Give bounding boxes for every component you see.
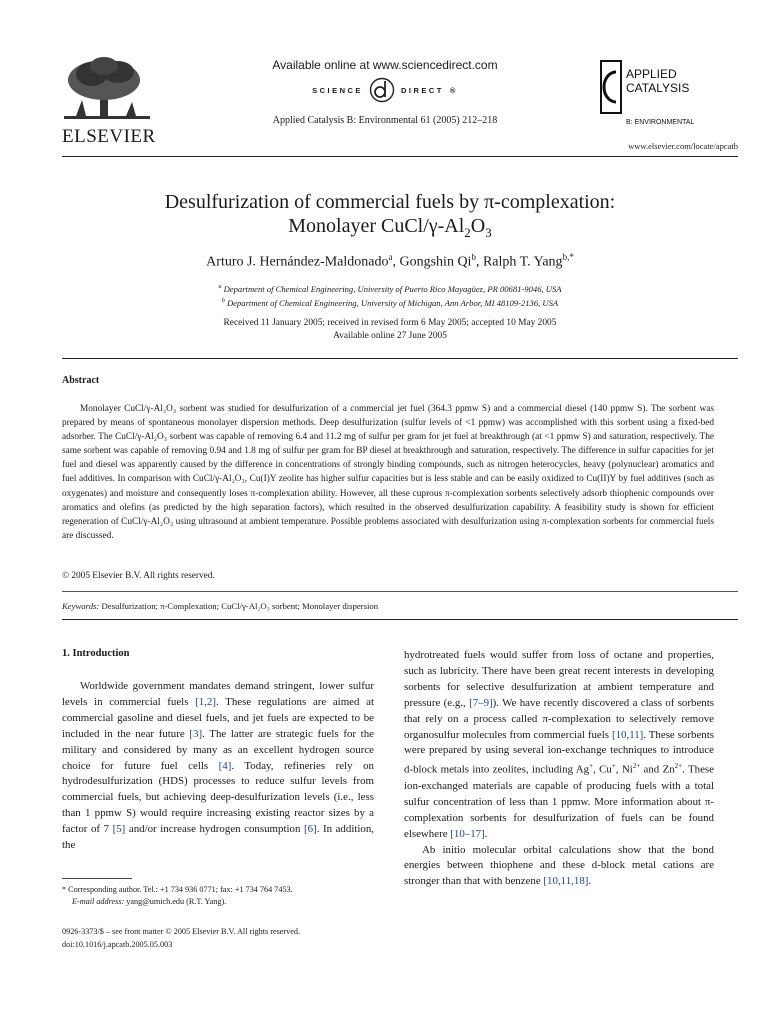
author-3[interactable]: Ralph T. Yang xyxy=(482,254,563,270)
citation-link[interactable]: [4] xyxy=(218,759,232,772)
title-line2: Monolayer CuCl/$\gamma-Al_2O_3$ xyxy=(288,215,492,240)
keywords xyxy=(62,601,378,611)
center-header xyxy=(230,58,540,126)
apcat-line2: CATALYSIS xyxy=(626,81,690,95)
right-column-text xyxy=(404,648,714,890)
affiliation-b: $^b$ Department of Chemical Engineering, University of Michigan, Ann Arbor, MI 48109-2136, USA xyxy=(221,297,559,308)
left-column-text: Worldwide government mandates demand stringent, lower sulfur levels in commercial fuels [1,2]. These regulations are aimed at commercial gasoline and diesel fuels, and jet fuels are expected to be included in the near future [3]. The latter are strategic fuels for the military and considered by many as an excellent hydrogen source choice for future fuel cells [4]. Today, refineries rely on hydrodesulfurization (HDS) processes to reduce sulfur levels from commercial fuels, but achieving deep-desulfurization levels (i.e., less than 1 ppmw S) would require increasing existing reactor sizes by a factor of 7 [5] and/or increase hydrogen consumption [6]. In addition, the xyxy=(62,680,375,852)
available-date: Available online 27 June 2005 xyxy=(333,330,447,341)
elsevier-logo xyxy=(62,56,156,148)
citation-link[interactable]: [1,2] xyxy=(195,695,216,708)
apcat-line1: APPLIED xyxy=(626,67,677,81)
sd-right: DIRECT xyxy=(400,85,444,95)
author-2[interactable]: Gongshin Qi xyxy=(399,254,472,270)
applied-catalysis-logo xyxy=(600,60,720,126)
journal-url[interactable]: www.elsevier.com/locate/apcatb xyxy=(628,141,738,151)
citation-link[interactable]: [10,11,18] xyxy=(543,875,589,888)
corresponding-author: * Corresponding author. Tel.: +1 734 936 0771; fax: +1 734 764 7453. xyxy=(62,885,293,894)
front-matter xyxy=(62,925,300,951)
journal-reference: Applied Catalysis B: Environmental 61 (2005) 212–218 xyxy=(272,115,498,126)
paragraph: hydrotreated fuels would suffer from loss of octane and properties, such as lubricity. There have been great recent interests in developing sorbents for selective desulfurization at ambient temperature and pressure (e.g., [7–9]). We have recently discovered a class of sorbents that rely on a process called π-complexation to selectively remove organosulfur molecules from commercial fuels [10,11]. These sorbents were prepared by using several ion-exchange techniques to introduce d-block metals into zeolites, including Ag+, Cu+, $Ni^{2+}$ and $Zn^{2+}$. These ion-exchanged materials are capable of producing fuels with a total sulfur concentration of less than 1 ppmw. More information about π-complexation sorbents for desulfurization of fuels can be found elsewhere [10–17]. xyxy=(404,649,714,840)
header-rule xyxy=(62,156,738,157)
abstract-rule xyxy=(62,591,738,592)
affiliation-a: $^a$ Department of Chemical Engineering, University of Puerto Rico Mayagüez, PR 00681-9046, USA xyxy=(218,283,562,294)
abstract-body: Monolayer CuCl/γ-Al₂O₃ sorbent was studied for desulfurization of a commercial jet fuel (364.3 ppmw S) and a commercial diesel (140 ppmw S). The sorbent was prepared by means of spontaneous monolayer dispersion methods. Deep desulfurization (sulfur levels of <1 ppmw) was accomplished with this sorbent using a fixed-bed adsorber. The CuCl/γ-Al₂O₃ sorbent was capable of removing 6.4 and 11.2 mg of sulfur per gram for jet fuel at breakthrough (at <1 ppmw S) and saturation, respectively. The same sorbent was capable of removing 0.94 and 1.8 mg of sulfur per gram for BP diesel at breakthrough and saturation, respectively. The difference in sulfur capacities for jet fuel and diesel was apparently caused by the difference in concentrations of strongly binding compounds, such as nitrogen heterocycles, heavy (polynuclear) aromatics and fuel additives. In comparison with CuCl/γ-Al₂O₃, Cu(I)Y zeolite has higher sulfur capacities but is less stable and can be easily oxidized to Cu(II)Y by fuel additives (such as oxygenates) and moisture and consequently loses π-complexation ability. However, all these cuprous π-complexation sorbents selectively adsorb thiophenic compounds over aromatics and olefins (as predicted by the high separation factors), which resulted in the observed desulfurization capability. A feasibility study is shown for efficient regeneration of CuCl/γ-Al₂O₃ using ultrasound at ambient temperature. Possible problems associated with desulfurization using π-complexation sorbents for commercial fuels are discussed. xyxy=(62,404,714,541)
tree-icon xyxy=(62,56,152,124)
citation-link[interactable]: [6] xyxy=(303,823,317,836)
sciencedirect-d-icon xyxy=(369,77,395,103)
keywords-text: Desulfurization; π-Complexation; CuCl/γ-Al₂O₃ sorbent; Monolayer dispersion xyxy=(101,601,379,611)
keywords-rule xyxy=(62,619,738,620)
citation-link[interactable]: [3] xyxy=(189,727,203,740)
corresponding-author-note xyxy=(62,884,382,908)
received-dates: Received 11 January 2005; received in revised form 6 May 2005; accepted 10 May 2005 xyxy=(223,318,557,328)
author-list: Arturo J. Hernández-Maldonado$^a$, Gongshin Qi$^b$, Ralph T. Yang$^{b,*}$ xyxy=(206,252,574,270)
issn-line: 0926-3373/$ – see front matter © 2005 Elsevier B.V. All rights reserved. xyxy=(62,927,301,936)
publisher-name: ELSEVIER xyxy=(62,126,156,147)
author-1[interactable]: Arturo J. Hernández-Maldonado xyxy=(206,254,389,270)
article-title xyxy=(60,190,720,245)
article-dates xyxy=(60,317,720,342)
section-heading: 1. Introduction xyxy=(62,648,130,659)
sd-left: SCIENCE xyxy=(312,85,363,95)
affiliations xyxy=(60,281,720,309)
apcat-line3: B: ENVIRONMENTAL xyxy=(626,119,695,126)
citation-link[interactable]: [7–9] xyxy=(469,696,493,709)
keywords-label: Keywords: xyxy=(62,601,100,611)
footnote-rule xyxy=(62,878,132,879)
email-line: E-mail address: yang@umich.edu (R.T. Yang). xyxy=(72,897,227,906)
title-rule xyxy=(62,358,738,359)
sciencedirect-logo xyxy=(230,77,540,103)
available-online: Available online at www.sciencedirect.com xyxy=(272,58,498,72)
doi-line[interactable]: doi:10.1016/j.apcatb.2005.05.003 xyxy=(62,940,173,949)
citation-link[interactable]: [10–17] xyxy=(450,827,485,840)
citation-link[interactable]: [5] xyxy=(112,823,126,836)
title-line1: Desulfurization of commercial fuels by π-complexation: xyxy=(164,191,616,213)
abstract-heading: Abstract xyxy=(62,375,100,386)
paragraph: Ab initio molecular orbital calculations show that the bond energies between thiophene and these d-block metal cations are stronger than that with benzene [10,11,18]. xyxy=(404,843,714,888)
email-link[interactable]: yang@umich.edu (R.T. Yang). xyxy=(124,897,227,906)
citation-link[interactable]: [10,11] xyxy=(611,728,644,741)
abstract-copyright: © 2005 Elsevier B.V. All rights reserved. xyxy=(62,571,215,581)
sd-mark: ® xyxy=(449,85,458,95)
